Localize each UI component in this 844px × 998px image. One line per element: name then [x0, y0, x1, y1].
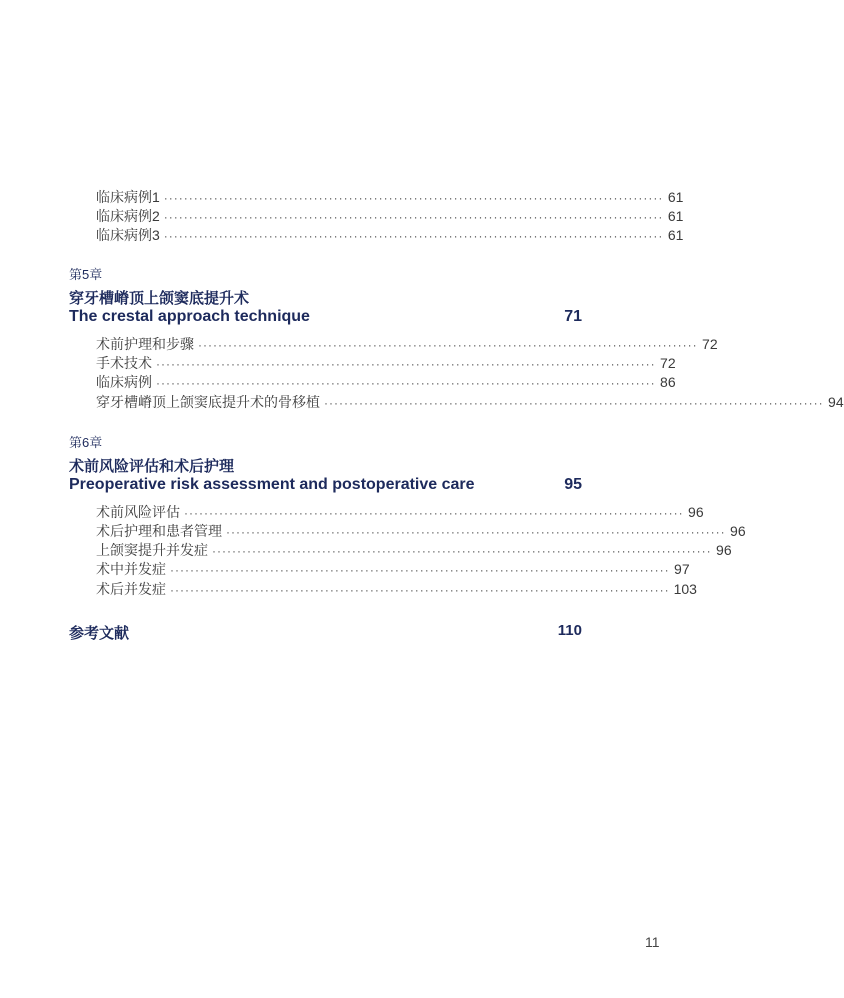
toc-entry-page: 86 — [660, 374, 676, 390]
leader-dots: ···································································································· — [184, 506, 684, 520]
references-label: 参考文献 — [69, 625, 130, 642]
toc-entry-label: 临床病例3 — [96, 227, 160, 243]
toc-entry[interactable] — [96, 187, 684, 206]
chapter-number: 第6章 — [69, 435, 103, 450]
toc-entry-label: 术中并发症 — [96, 561, 166, 577]
leader-dots: ···································································································· — [198, 338, 698, 352]
toc-entry-page: 61 — [667, 189, 684, 205]
toc-entry-page: 61 — [667, 227, 684, 243]
leader-dots: ···································································································· — [163, 191, 664, 205]
toc-entry[interactable] — [96, 225, 684, 244]
leader-dots: ···································································································· — [170, 583, 670, 597]
toc-entry-label: 术前护理和步骤 — [96, 336, 194, 352]
toc-entry-page: 72 — [660, 355, 676, 371]
toc-entry[interactable] — [96, 206, 684, 225]
toc-entry-label: 上颌窦提升并发症 — [96, 542, 208, 558]
chapter-title-cn[interactable]: 穿牙槽嵴顶上颌窦底提升术 — [69, 290, 250, 307]
chapter-number: 第5章 — [69, 267, 103, 282]
toc-entry[interactable] — [96, 521, 746, 540]
toc-entry-page: 96 — [688, 504, 704, 520]
toc-entry-page: 61 — [667, 208, 684, 224]
toc-entry-label: 临床病例1 — [96, 189, 160, 205]
toc-entry-page: 97 — [674, 561, 690, 577]
toc-entry[interactable] — [96, 372, 676, 391]
references-page: 110 — [557, 622, 582, 639]
leader-dots: ···································································································· — [170, 563, 670, 577]
toc-entry[interactable] — [96, 559, 690, 578]
toc-entry-page: 96 — [730, 523, 746, 539]
chapter-page: 95 — [564, 476, 582, 493]
page-number: 11 — [645, 934, 660, 950]
chapter-title-cn[interactable]: 术前风险评估和术后护理 — [69, 458, 235, 475]
toc-entry-page: 72 — [702, 336, 718, 352]
toc-entry-label: 穿牙槽嵴顶上颌窦底提升术的骨移植 — [96, 394, 320, 410]
toc-entry[interactable] — [96, 392, 844, 411]
chapter-title-en-row[interactable] — [69, 476, 582, 494]
toc-entry-label: 临床病例 — [96, 374, 152, 390]
toc-entry[interactable] — [96, 502, 704, 521]
toc-entry[interactable] — [96, 579, 697, 598]
toc-entry-page: 103 — [673, 581, 697, 597]
leader-dots: ···································································································· — [163, 210, 664, 224]
chapter-title-en: The crestal approach technique — [69, 308, 310, 325]
chapter-title-en: Preoperative risk assessment and postoperative care — [69, 476, 475, 493]
leader-dots: ···································································································· — [212, 544, 712, 558]
toc-entry-label: 术后护理和患者管理 — [96, 523, 222, 539]
leader-dots: ···································································································· — [163, 229, 664, 243]
toc-entry-label: 手术技术 — [96, 355, 152, 371]
toc-entry-label: 术后并发症 — [96, 581, 166, 597]
chapter-title-en-row[interactable] — [69, 308, 582, 326]
leader-dots: ···································································································· — [226, 525, 726, 539]
references-row[interactable] — [69, 622, 582, 643]
toc-entry[interactable] — [96, 353, 676, 372]
toc-entry-page: 94 — [828, 394, 844, 410]
toc-entry-page: 96 — [716, 542, 732, 558]
toc-entry-label: 临床病例2 — [96, 208, 160, 224]
toc-entry[interactable] — [96, 540, 732, 559]
toc-entry-label: 术前风险评估 — [96, 504, 180, 520]
leader-dots: ···································································································· — [156, 357, 656, 371]
toc-entry[interactable] — [96, 334, 718, 353]
chapter-page: 71 — [564, 308, 582, 325]
leader-dots: ···································································································· — [324, 396, 824, 410]
leader-dots: ···································································································· — [156, 376, 656, 390]
